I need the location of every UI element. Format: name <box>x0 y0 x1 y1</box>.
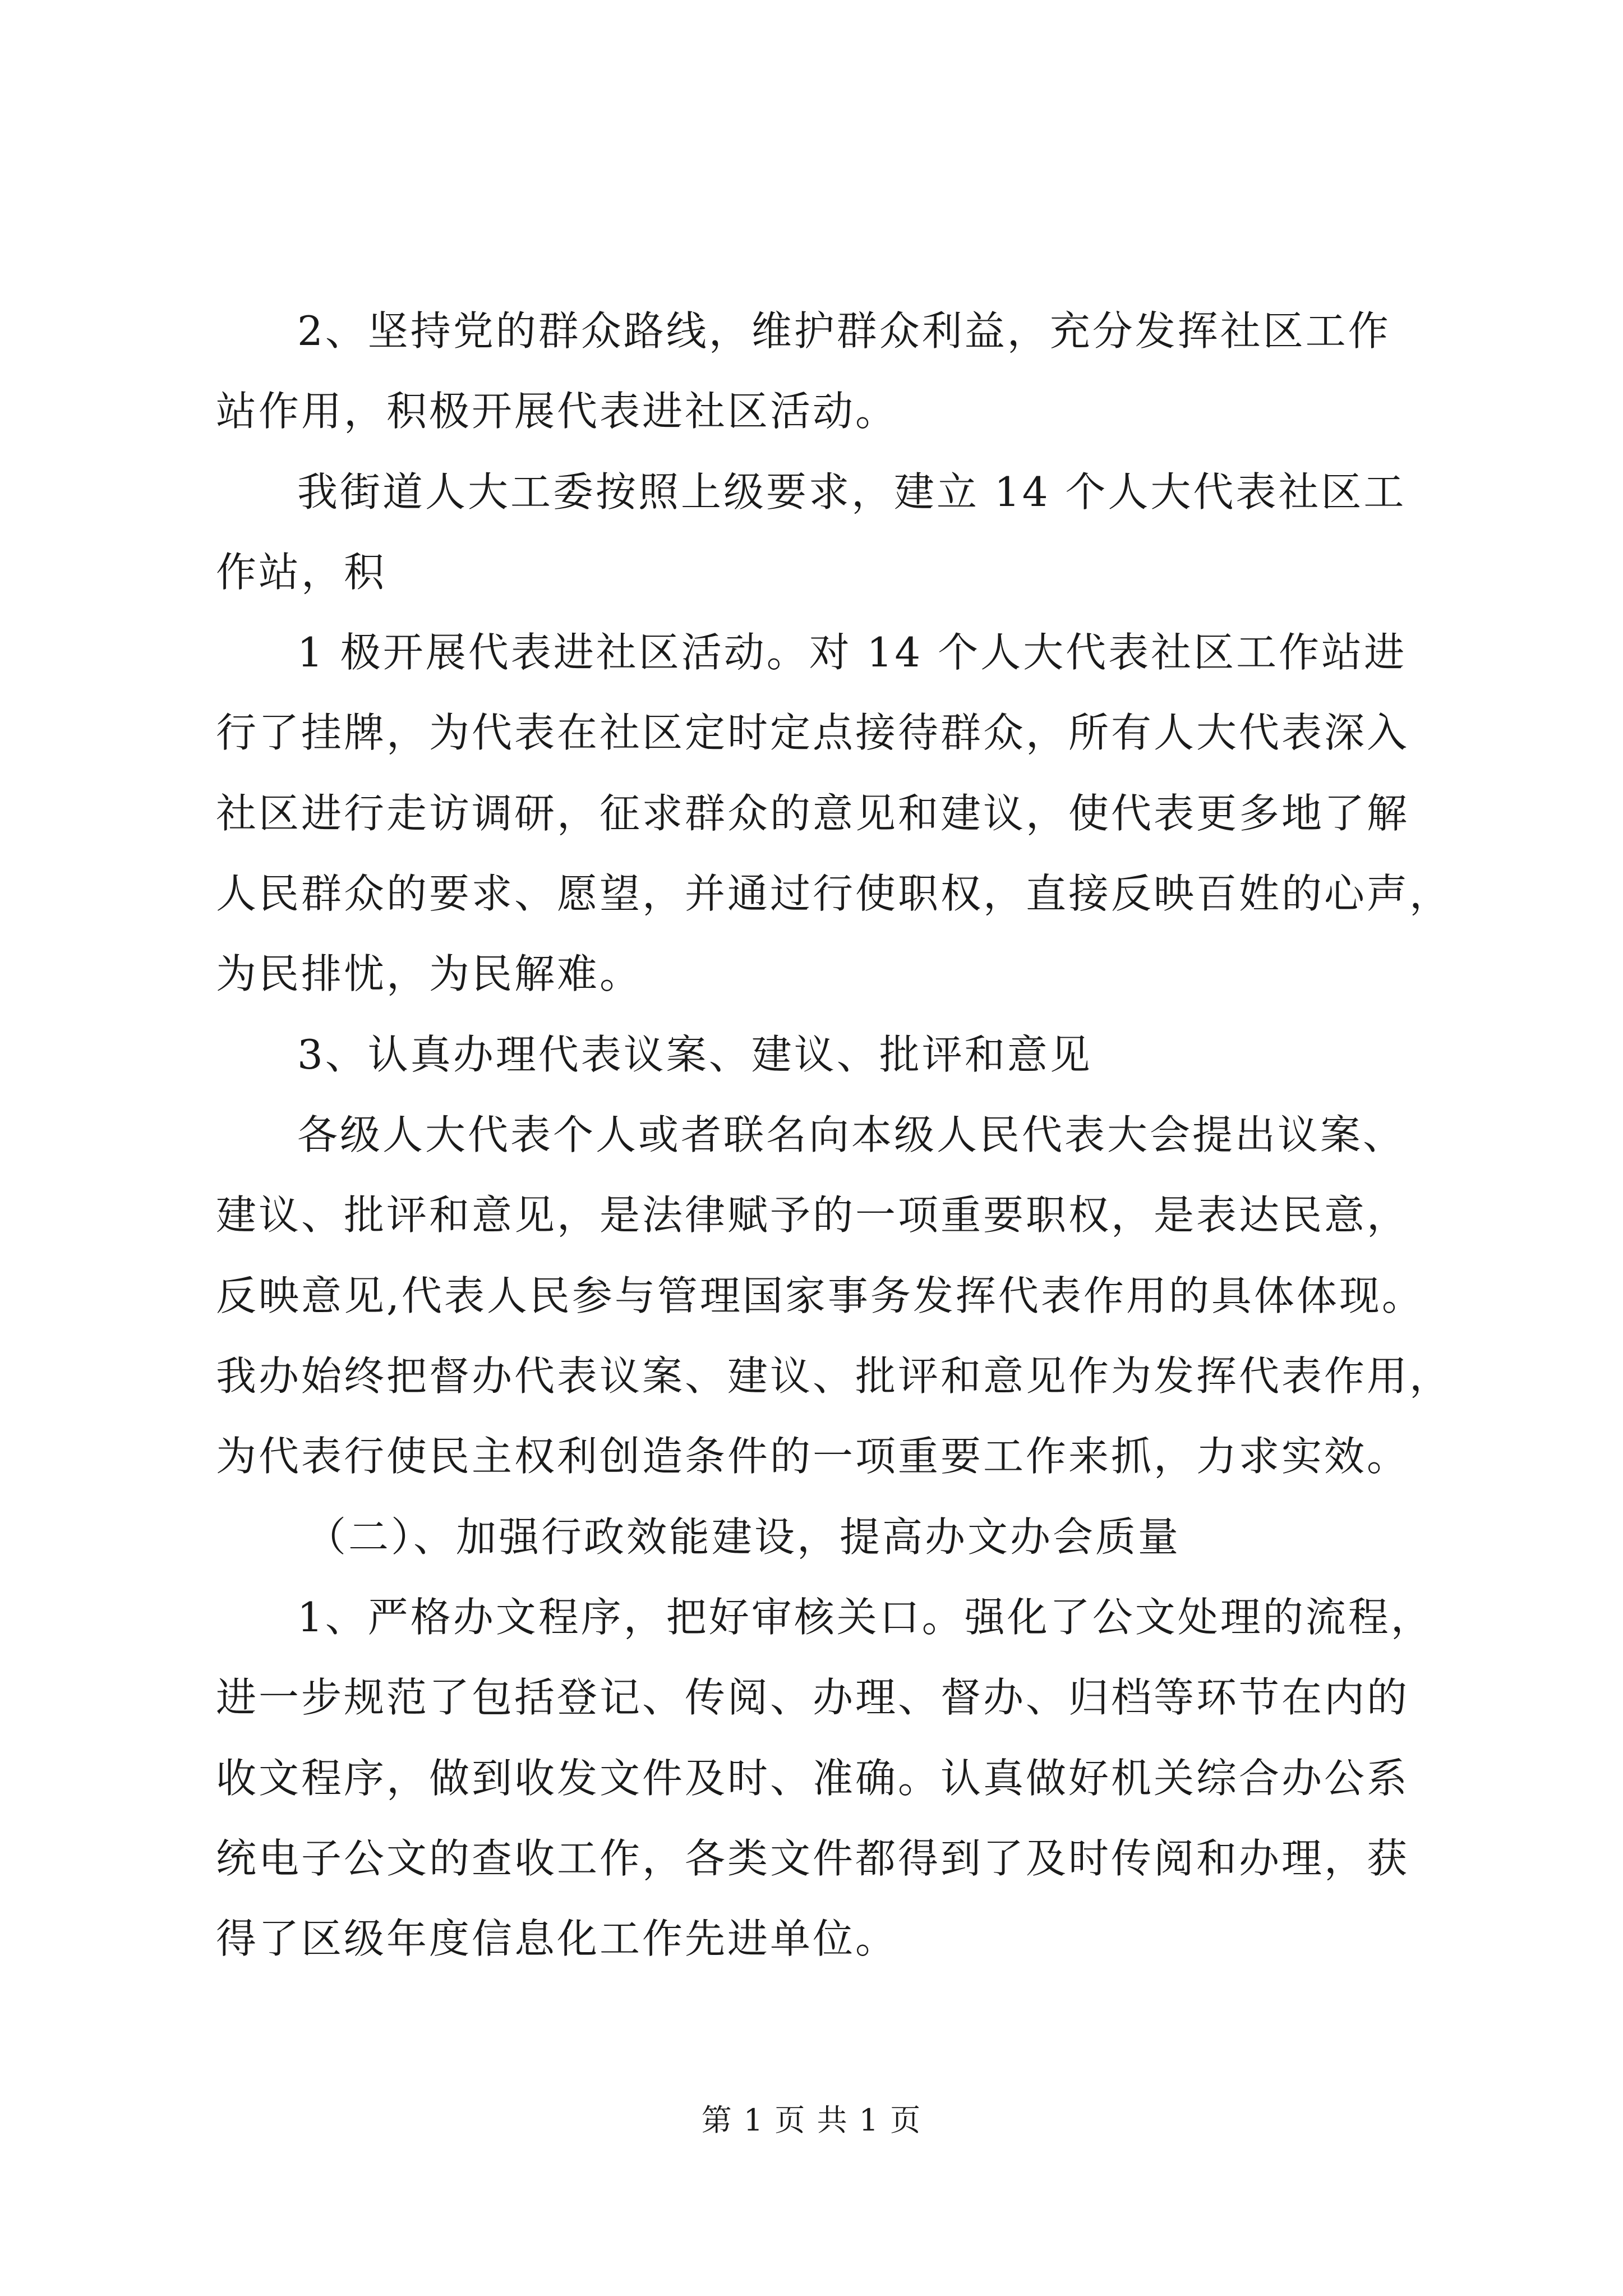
paragraph-line: 行了挂牌，为代表在社区定时定点接待群众，所有人大代表深入 <box>216 709 1410 756</box>
paragraph-line: 收文程序，做到收发文件及时、准确。认真做好机关综合办公系 <box>216 1755 1410 1802</box>
section-heading: 3、认真办理代表议案、建议、批评和意见 <box>297 1031 1092 1078</box>
paragraph-line: 人民群众的要求、愿望，并通过行使职权，直接反映百姓的心声， <box>216 870 1453 917</box>
paragraph-line: 各级人大代表个人或者联名向本级人民代表大会提出议案、 <box>297 1111 1406 1158</box>
paragraph-line: 为民排忧，为民解难。 <box>216 950 643 997</box>
paragraph-line: 1 极开展代表进社区活动。对 14 个人大代表社区工作站进 <box>297 629 1407 676</box>
paragraph-line: 作站，积 <box>216 549 387 596</box>
paragraph-line: 社区进行走访调研，征求群众的意见和建议，使代表更多地了解 <box>216 790 1410 837</box>
paragraph-line: 建议、批评和意见，是法律赋予的一项重要职权，是表达民意， <box>216 1191 1410 1239</box>
section-heading: （二）、加强行政效能建设，提高办文办会质量 <box>306 1513 1181 1561</box>
paragraph-line: 统电子公文的查收工作，各类文件都得到了及时传阅和办理，获 <box>216 1835 1410 1882</box>
paragraph-line: 反映意见,代表人民参与管理国家事务发挥代表作用的具体体现。 <box>216 1272 1424 1319</box>
paragraph-line: 进一步规范了包括登记、传阅、办理、督办、归档等环节在内的 <box>216 1674 1410 1721</box>
paragraph-line: 得了区级年度信息化工作先进单位。 <box>216 1915 898 1962</box>
paragraph-line: 我办始终把督办代表议案、建议、批评和意见作为发挥代表作用， <box>216 1352 1453 1400</box>
paragraph-line: 2、坚持党的群众路线，维护群众利益，充分发挥社区工作 <box>297 307 1391 355</box>
paragraph-line: 站作用，积极开展代表进社区活动。 <box>216 388 898 435</box>
paragraph-line: 1、严格办文程序，把好审核关口。强化了公文处理的流程， <box>297 1594 1433 1641</box>
page-footer: 第 1 页 共 1 页 <box>701 2102 922 2138</box>
paragraph-line: 为代表行使民主权利创造条件的一项重要工作来抓，力求实效。 <box>216 1433 1410 1480</box>
paragraph-line: 我街道人大工委按照上级要求，建立 14 个人大代表社区工 <box>297 468 1407 516</box>
